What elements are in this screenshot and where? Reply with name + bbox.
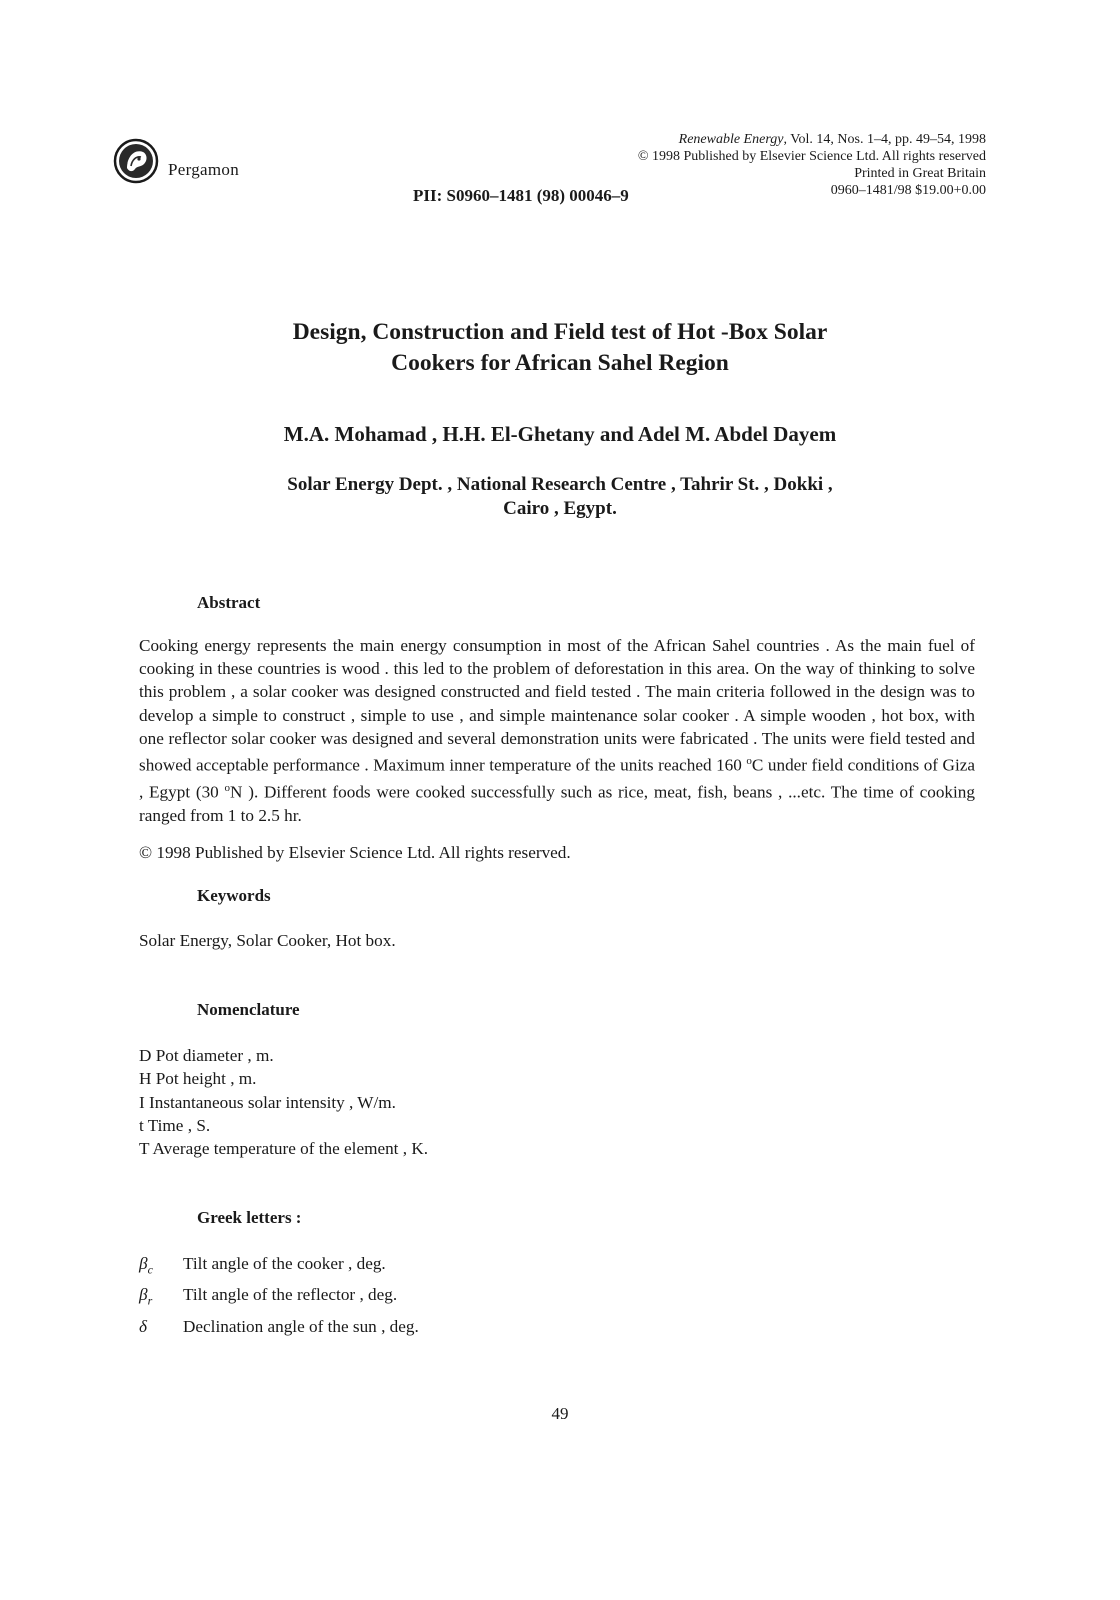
greek-item <box>139 1251 419 1282</box>
greek-letters-heading: Greek letters : <box>197 1208 302 1227</box>
issn-price: 0960–1481/98 $19.00+0.00 <box>830 183 986 198</box>
paper-title <box>0 317 1120 379</box>
pii-identifier: PII: S0960–1481 (98) 00046–9 <box>413 186 629 205</box>
printed-in: Printed in Great Britain <box>854 166 986 181</box>
abstract-text <box>139 634 975 827</box>
paper-title-line: Cookers for African Sahel Region <box>391 350 729 376</box>
degree-superscript: o <box>746 755 752 768</box>
journal-citation <box>638 131 986 148</box>
keywords-heading: Keywords <box>197 886 271 905</box>
nomenclature-item: I Instantaneous solar intensity , W/m. <box>139 1092 396 1112</box>
affiliation <box>0 473 1120 521</box>
abstract-text-part: N ). Different foods were cooked successfully such as rice, meat, fish, beans , ...etc. The time of cooking ranged from 1 to 2.5 hr. <box>139 782 975 825</box>
journal-name: Renewable Energy <box>678 132 784 147</box>
greek-item <box>139 1282 419 1313</box>
greek-symbol: $\beta_r$ <box>139 1285 153 1308</box>
paper-title-line: Design, Construction and Field test of Hot -Box Solar <box>292 319 828 345</box>
nomenclature-item: H Pot height , m. <box>139 1069 257 1089</box>
keywords-text: Solar Energy, Solar Cooker, Hot box. <box>139 931 396 950</box>
publisher-name: Pergamon <box>168 160 240 179</box>
nomenclature-item: T Average temperature of the element , K. <box>139 1139 429 1159</box>
greek-letters-list <box>139 1251 419 1345</box>
copyright-notice: © 1998 Published by Elsevier Science Ltd. All rights reserved <box>637 149 986 164</box>
nomenclature-item: t Time , S. <box>139 1115 211 1135</box>
abstract-heading: Abstract <box>197 593 261 612</box>
journal-volume: , Vol. 14, Nos. 1–4, pp. 49–54, 1998 <box>783 132 986 147</box>
degree-superscript: o <box>224 781 231 794</box>
page-number: 49 <box>551 1404 569 1423</box>
abstract-copyright: © 1998 Published by Elsevier Science Ltd. All rights reserved. <box>139 843 571 862</box>
greek-symbol: δ <box>139 1316 147 1336</box>
abstract-text-part: Cooking energy represents the main energy consumption in most of the African Sahel countries . As the main fuel of cooking in these countries is wood . this led to the problem of deforestation in this area. On the way of thinking to solve this problem , a solar cooker was designed constructed and field tested . The main criteria followed in the design was to develop a simple to construct , simple to use , and simple maintenance solar cooker . A simple wooden , hot box, with one reflector solar cooker was designed and several demonstration units were fabricated . The units were field tested and showed acceptable performance . Maximum inner temperature of the units reached 160 <box>139 636 975 775</box>
greek-item <box>139 1314 419 1345</box>
authors: M.A. Mohamad , H.H. El-Ghetany and Adel M. Abdel Dayem <box>283 422 837 446</box>
pergamon-logo-icon <box>113 138 159 184</box>
greek-description: Tilt angle of the reflector , deg. <box>183 1285 398 1305</box>
nomenclature-item: D Pot diameter , m. <box>139 1046 274 1065</box>
affiliation-line: Cairo , Egypt. <box>503 498 617 519</box>
greek-description: Tilt angle of the cooker , deg. <box>183 1254 386 1273</box>
nomenclature-heading: Nomenclature <box>197 1000 300 1019</box>
greek-symbol: $\beta_c$ <box>139 1254 153 1277</box>
abstract-text-part: C under field conditions of Giza , Egypt (30 <box>139 755 975 802</box>
greek-description: Declination angle of the sun , deg. <box>183 1316 419 1336</box>
journal-info <box>638 131 986 199</box>
nomenclature-list <box>139 1044 428 1160</box>
affiliation-line: Solar Energy Dept. , National Research Centre , Tahrir St. , Dokki , <box>287 474 833 495</box>
